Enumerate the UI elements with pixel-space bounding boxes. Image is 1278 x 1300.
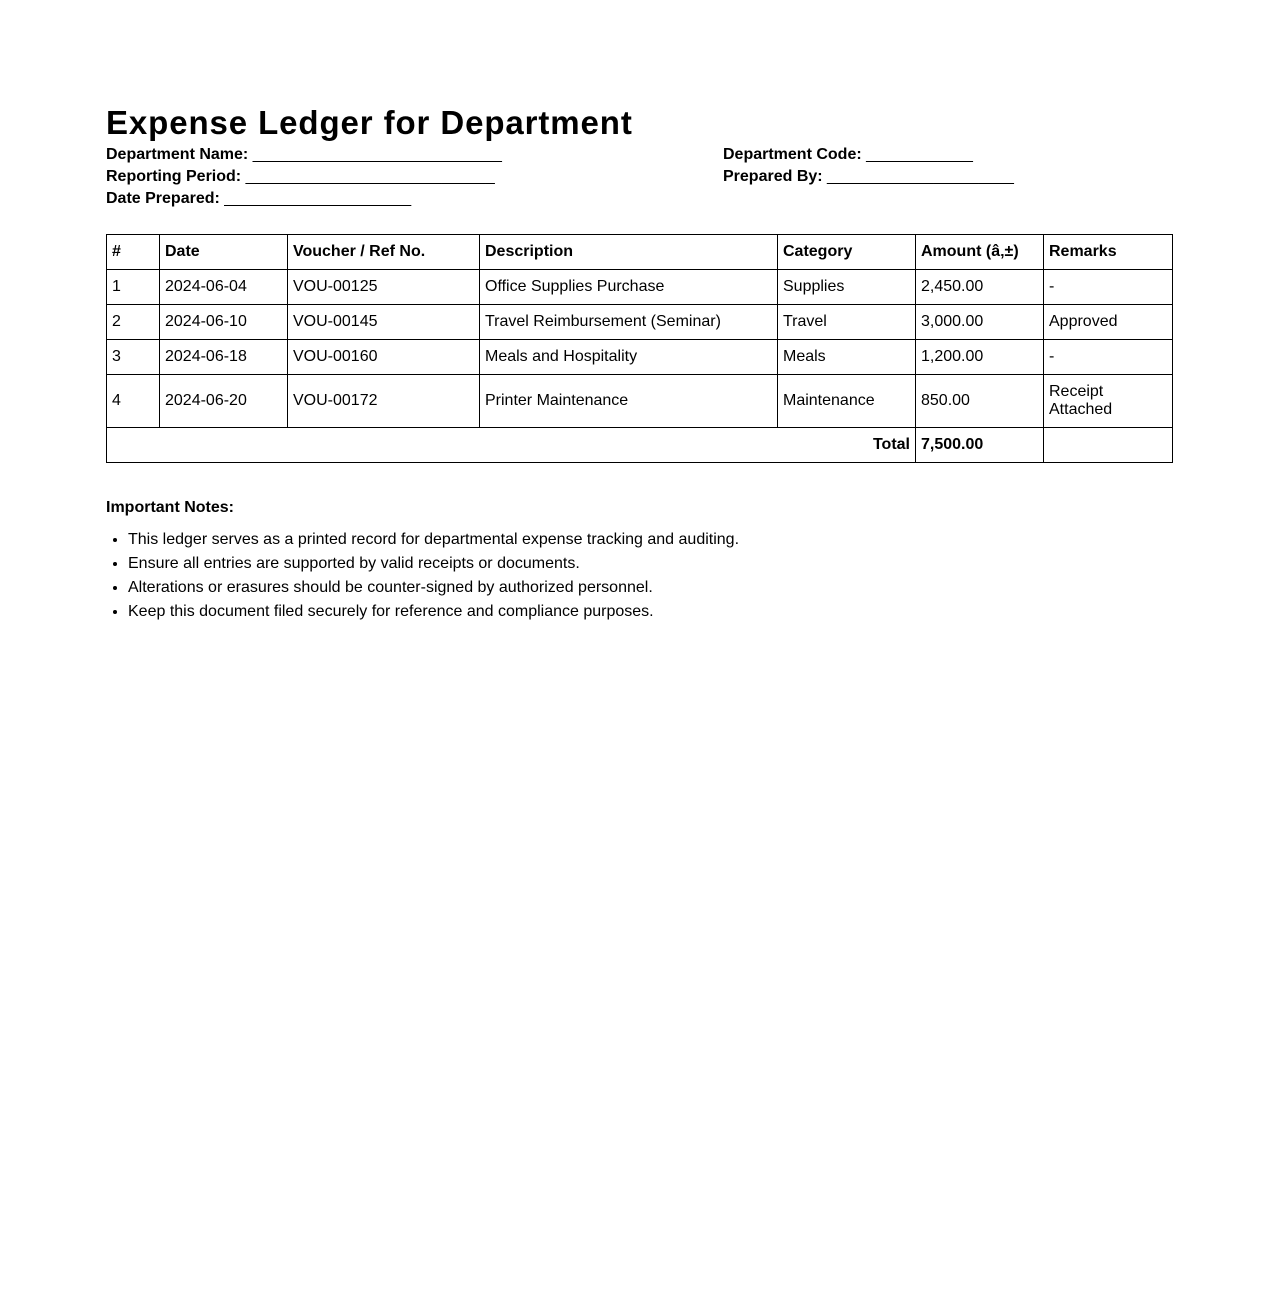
date-cell: 2024-06-18 xyxy=(160,340,288,375)
remarks-cell: - xyxy=(1044,270,1173,305)
voucher-cell: VOU-00125 xyxy=(288,270,480,305)
remarks-cell: Receipt Attached xyxy=(1044,375,1173,428)
department-name-blank: ____________________________ xyxy=(252,146,502,163)
header-fields xyxy=(106,144,1172,210)
date-cell: 2024-06-10 xyxy=(160,305,288,340)
expense-ledger-table xyxy=(106,234,1173,463)
date-prepared-blank: _____________________ xyxy=(224,190,412,207)
list-item: • Ensure all entries are supported by valid receipts or documents. xyxy=(128,552,1172,576)
row-number-cell: 2 xyxy=(107,305,160,340)
date-prepared-field xyxy=(106,188,411,210)
amount-cell: 3,000.00 xyxy=(916,305,1044,340)
column-header-remarks: Remarks xyxy=(1044,235,1173,270)
department-code-field xyxy=(723,144,973,166)
table-row xyxy=(107,270,1173,305)
description-cell: Travel Reimbursement (Seminar) xyxy=(480,305,778,340)
date-cell: 2024-06-20 xyxy=(160,375,288,428)
column-header-amount: Amount (â‚±) xyxy=(916,235,1044,270)
department-name-label: Department Name: xyxy=(106,146,249,163)
table-row xyxy=(107,375,1173,428)
total-remarks-cell xyxy=(1044,428,1173,463)
table-header-row xyxy=(107,235,1173,270)
page-title: Expense Ledger for Department xyxy=(106,104,633,141)
table-row xyxy=(107,305,1173,340)
amount-cell: 850.00 xyxy=(916,375,1044,428)
column-header-date: Date xyxy=(160,235,288,270)
description-cell: Office Supplies Purchase xyxy=(480,270,778,305)
date-cell: 2024-06-04 xyxy=(160,270,288,305)
department-name-field xyxy=(106,144,502,166)
amount-cell: 2,450.00 xyxy=(916,270,1044,305)
reporting-period-blank: ____________________________ xyxy=(245,168,495,185)
prepared-by-label: Prepared By: xyxy=(723,168,823,185)
description-cell: Printer Maintenance xyxy=(480,375,778,428)
category-cell: Supplies xyxy=(778,270,916,305)
total-row xyxy=(107,428,1173,463)
notes-list xyxy=(106,528,1172,624)
total-amount: 7,500.00 xyxy=(916,428,1044,463)
category-cell: Meals xyxy=(778,340,916,375)
total-label: Total xyxy=(107,428,916,463)
list-item: • This ledger serves as a printed record for departmental expense tracking and auditing. xyxy=(128,528,1172,552)
row-number-cell: 4 xyxy=(107,375,160,428)
amount-cell: 1,200.00 xyxy=(916,340,1044,375)
date-prepared-label: Date Prepared: xyxy=(106,190,220,207)
reporting-period-label: Reporting Period: xyxy=(106,168,242,185)
column-header-voucher: Voucher / Ref No. xyxy=(288,235,480,270)
table-row xyxy=(107,340,1173,375)
column-header-category: Category xyxy=(778,235,916,270)
remarks-cell: Approved xyxy=(1044,305,1173,340)
remarks-cell: - xyxy=(1044,340,1173,375)
voucher-cell: VOU-00160 xyxy=(288,340,480,375)
department-code-blank: ____________ xyxy=(866,146,973,163)
list-item: • Keep this document filed securely for reference and compliance purposes. xyxy=(128,600,1172,624)
voucher-cell: VOU-00172 xyxy=(288,375,480,428)
department-code-label: Department Code: xyxy=(723,146,862,163)
description-cell: Meals and Hospitality xyxy=(480,340,778,375)
row-number-cell: 1 xyxy=(107,270,160,305)
reporting-period-field xyxy=(106,166,495,188)
prepared-by-field xyxy=(723,166,1014,188)
category-cell: Maintenance xyxy=(778,375,916,428)
list-item: • Alterations or erasures should be counter-signed by authorized personnel. xyxy=(128,576,1172,600)
column-header-number: # xyxy=(107,235,160,270)
column-header-description: Description xyxy=(480,235,778,270)
prepared-by-blank: _____________________ xyxy=(827,168,1014,185)
category-cell: Travel xyxy=(778,305,916,340)
voucher-cell: VOU-00145 xyxy=(288,305,480,340)
important-notes xyxy=(106,497,1172,624)
notes-title: Important Notes: xyxy=(106,499,234,516)
row-number-cell: 3 xyxy=(107,340,160,375)
